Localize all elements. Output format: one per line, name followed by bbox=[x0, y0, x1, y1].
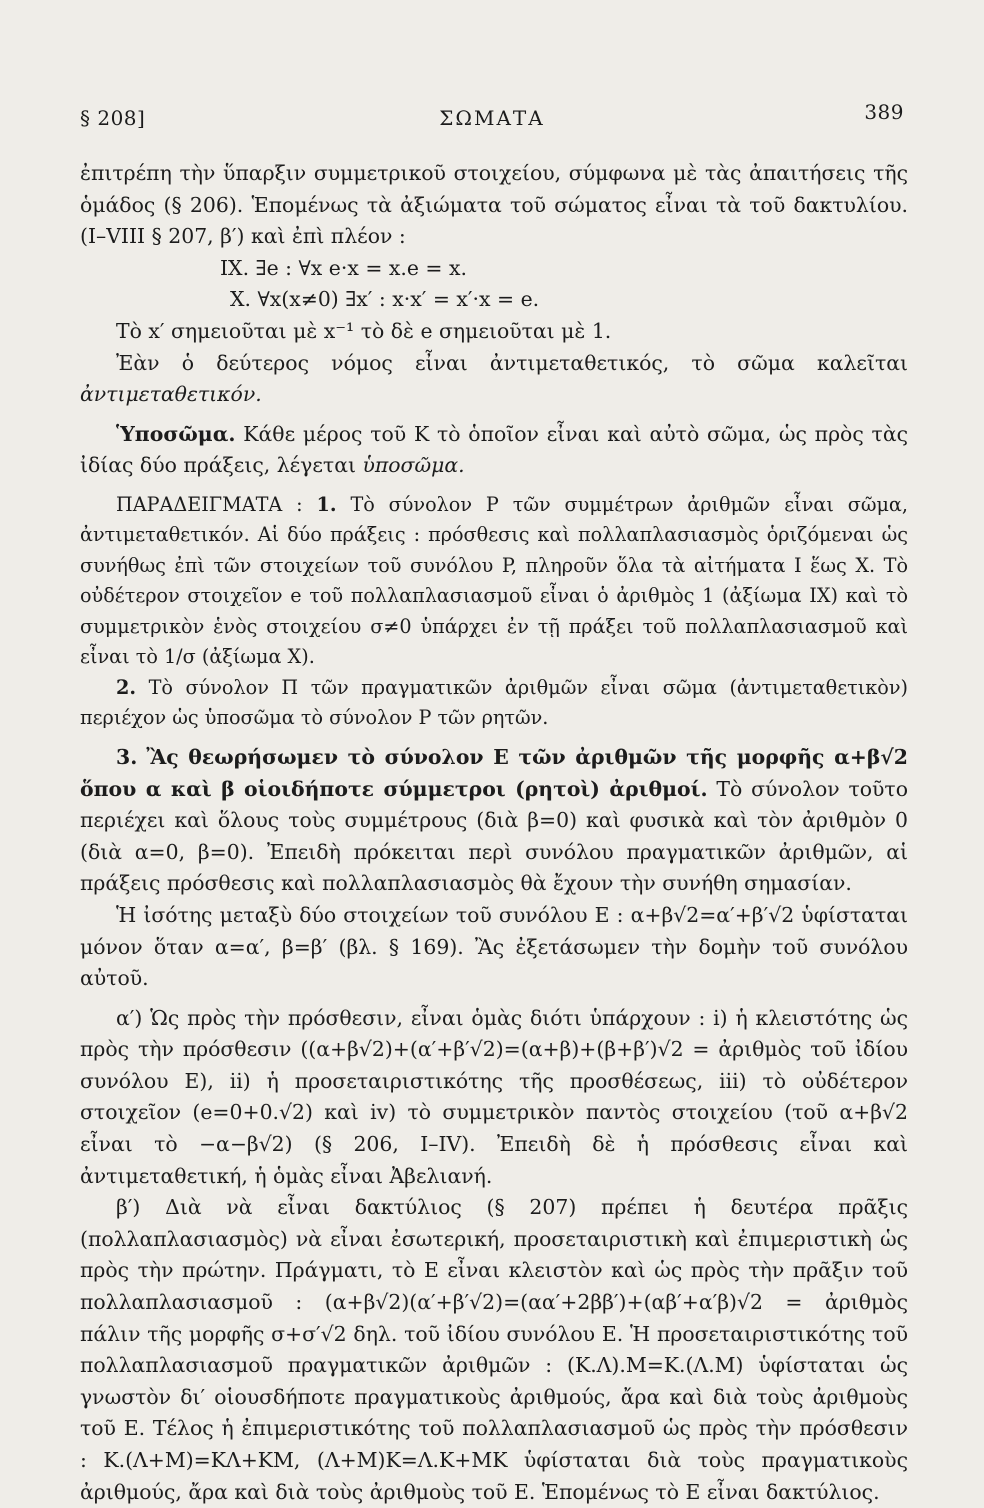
paragraph-subfield: Ὑποσῶμα. Κάθε μέρος τοῦ Κ τὸ ὁποῖον εἶναι καὶ αὐτὸ σῶμα, ὡς πρὸς τὰς ἰδίας δύο πράξεις, λέγεται ὑποσῶμα. bbox=[80, 421, 909, 478]
axiom-ix: IX. ∃e : ∀x e·x = x.e = x. bbox=[220, 255, 467, 280]
paragraph-addition-group: α′) Ὡς πρὸς τὴν πρόσθεσιν, εἶναι ὁμὰς διότι ὑπάρχουν : i) ἡ κλειστότης ὡς πρὸς τὴν πρόσθεσιν ((α+β√2)+(α′+β′√2)=(α+β)+(β+β′)√2 = ἀριθμὸς τοῦ ἰδίου συνόλου E), ii) ἡ προσεταιριστικότης τῆς προσθέσεως, iii) τὸ οὐδέτερον στοιχεῖον (e=0+0.√2) καὶ iv) τὸ συμμετρικὸν παντὸς στοιχείου (τοῦ α+β√2 εἶναι τὸ −α−β√2) (§ 206, I–IV). Ἐπειδὴ δὲ ἡ πρόσθεσις εἶναι καὶ ἀντιμεταθετική, ἡ ὁμὰς εἶναι Ἀβελιανή. bbox=[80, 1005, 908, 1188]
paragraph-ring: β′) Διὰ νὰ εἶναι δακτύλιος (§ 207) πρέπει ἡ δευτέρα πρᾶξις (πολλαπλασιασμὸς) νὰ εἶναι ἐσωτερική, προσεταιριστικὴ καὶ ἐπιμεριστικὴ ὡς πρὸς τὴν πρώτην. Πράγματι, τὸ E εἶναι κλειστὸν καὶ ὡς πρὸς τὴν πρᾶξιν τοῦ πολλαπλασιασμοῦ : (α+β√2)(α′+β′√2)=(αα′+2ββ′)+(αβ′+α′β)√2 = ἀριθμὸς πάλιν τῆς μορφῆς σ+σ′√2 δηλ. τοῦ ἰδίου συνόλου E. Ἡ προσεταιριστικότης τοῦ πολλαπλασιασμοῦ πραγματικῶν ἀριθμῶν : (K.Λ).M=K.(Λ.M) ὑφίσταται ὡς γνωστὸν δι′ οἱουσδήποτε πραγματικοὺς ἀριθμούς, ἄρα καὶ διὰ τοὺς ἀριθμοὺς τοῦ E. Τέλος ἡ ἐπιμεριστικότης τοῦ πολλαπλασιασμοῦ ὡς πρὸς τὴν πρόσθεσιν : K.(Λ+M)=KΛ+KM, (Λ+M)K=Λ.K+MK ὑφίσταται διὰ τοὺς πραγματικοὺς ἀριθμούς, ἄρα καὶ διὰ τοὺς ἀριθμοὺς τοῦ E. Ἑπομένως τὸ E εἶναι δακτύλιος. bbox=[80, 1195, 908, 1504]
paragraph-equality: Ἡ ἰσότης μεταξὺ δύο στοιχείων τοῦ συνόλου E : α+β√2=α′+β′√2 ὑφίσταται μόνον ὅταν α=α′, β=β′ (βλ. § 169). Ἂς ἐξετάσωμεν τὴν δομὴν τοῦ συνόλου αὐτοῦ. bbox=[80, 902, 908, 991]
page-header bbox=[80, 100, 904, 134]
example-2: 2. Τὸ σύνολον Π τῶν πραγματικῶν ἀριθμῶν εἶναι σῶμα (ἀντιμεταθετικὸν) περιέχον ὡς ὑποσῶμα τὸ σύνολον P τῶν ρητῶν. bbox=[80, 675, 908, 730]
running-title: ΣΩΜΑΤΑ bbox=[439, 106, 545, 130]
term-commutative: ἀντιμεταθετικόν. bbox=[80, 382, 262, 407]
paragraph-commutative: Ἐὰν ὁ δεύτερος νόμος εἶναι ἀντιμεταθετικός, τὸ σῶμα καλεῖται ἀντιμεταθετικόν. bbox=[80, 350, 908, 407]
term-subfield: ὑποσῶμα. bbox=[362, 453, 465, 478]
page-body bbox=[80, 158, 908, 1508]
page-number: 389 bbox=[864, 100, 904, 124]
axiom-x: X. ∀x(x≠0) ∃x′ : x·x′ = x′·x = e. bbox=[230, 287, 540, 312]
paragraph-notation: Τὸ x′ σημειοῦται μὲ x⁻¹ τὸ δὲ e σημειοῦται μὲ 1. bbox=[116, 318, 612, 343]
examples-label: ΠΑΡΑΔΕΙΓΜΑΤΑ : bbox=[116, 492, 317, 516]
example-3: 3. Ἂς θεωρήσωμεν τὸ σύνολον E τῶν ἀριθμῶν τῆς μορφῆς α+β√2 ὅπου α καὶ β οἱοιδήποτε σύμμετροι (ρητοὶ) ἀριθμοί. Τὸ σύνολον τοῦτο περιέχει καὶ ὅλους τοὺς συμμέτρους (διὰ β=0) καὶ φυσικὰ καὶ τὸν ἀριθμὸν 0 (διὰ α=0, β=0). Ἐπειδὴ πρόκειται περὶ συνόλου πραγματικῶν ἀριθμῶν, αἱ πράξεις πρόσθεσις καὶ πολλαπλασιασμὸς θὰ ἔχουν τὴν συνήθη σημασίαν. bbox=[80, 744, 908, 896]
example-1: ΠΑΡΑΔΕΙΓΜΑΤΑ : 1. Τὸ σύνολον P τῶν συμμέτρων ἀριθμῶν εἶναι σῶμα, ἀντιμεταθετικόν. Αἱ δύο πράξεις : πρόσθεσις καὶ πολλαπλασιασμὸς ὁριζόμεναι ὡς συνήθως ἐπὶ τῶν στοιχείων τοῦ συνόλου P, πληροῦν ὅλα τὰ αἰτήματα I ἕως X. Τὸ οὐδέτερον στοιχεῖον e τοῦ πολλαπλασιασμοῦ εἶναι ὁ ἀριθμὸς 1 (ἀξίωμα IX) καὶ τὸ συμμετρικὸν ἑνὸς στοιχείου σ≠0 ὑπάρχει ἐν τῇ πράξει τοῦ πολλαπλασιασμοῦ καὶ εἶναι τὸ 1/σ (ἀξίωμα X). bbox=[80, 492, 908, 669]
section-ref: § 208] bbox=[80, 106, 146, 130]
paragraph-intro: ἐπιτρέπη τὴν ὕπαρξιν συμμετρικοῦ στοιχείου, σύμφωνα μὲ τὰς ἀπαιτήσεις τῆς ὁμάδος (§ 206). Ἑπομένως τὰ ἀξιώματα τοῦ σώματος εἶναι τὰ τοῦ δακτυλίου. (Ι–VIII § 207, β′) καὶ ἐπὶ πλέον : bbox=[80, 161, 908, 249]
term-subfield-heading: Ὑποσῶμα. bbox=[116, 421, 236, 446]
example-3-statement: Ἂς θεωρήσωμεν τὸ σύνολον E τῶν ἀριθμῶν τῆς μορφῆς α+β√2 ὅπου α καὶ β οἱοιδήποτε σύμμετροι (ρητοὶ) ἀριθμοί. bbox=[80, 744, 908, 801]
